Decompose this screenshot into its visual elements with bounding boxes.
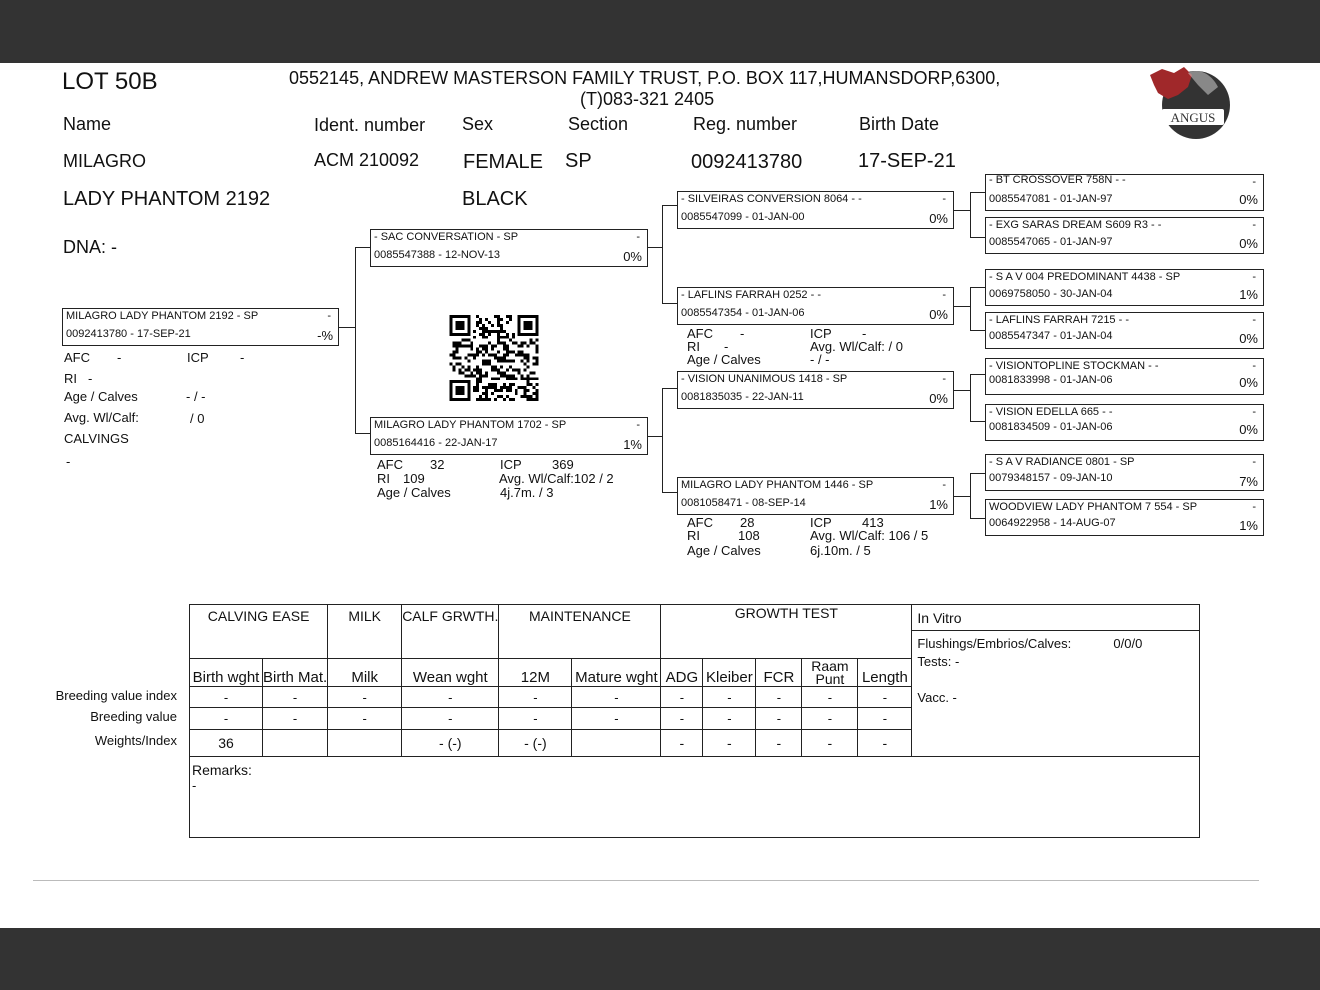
table-cell: - <box>499 687 572 708</box>
grandparent-box: MILAGRO LADY PHANTOM 1446 - SP - 0081058471 - 08-SEP-14 1% <box>677 477 954 515</box>
angus-logo <box>1148 65 1232 139</box>
animal-color: BLACK <box>462 188 528 210</box>
qr-code <box>449 315 539 406</box>
great-grandparent-box: - LAFLINS FARRAH 7215 - - - 0085547347 - 01-JAN-04 0% <box>985 312 1264 349</box>
table-cell: - <box>661 687 703 708</box>
great-grandparent-box: - EXG SARAS DREAM S609 R3 - - - 0085547065 - 01-JAN-97 0% <box>985 217 1264 254</box>
column-header: Raam Punt <box>802 659 858 687</box>
animal-sex: FEMALE <box>463 151 544 173</box>
table-cell <box>572 730 661 757</box>
column-header: Birth Mat. <box>263 659 328 687</box>
table-cell: - <box>263 708 328 730</box>
logo-text: ANGUS <box>1170 110 1216 125</box>
tests: Tests: - <box>917 654 960 669</box>
grandparent-box: - SILVEIRAS CONVERSION 8064 - - - 0085547099 - 01-JAN-00 0% <box>677 191 954 229</box>
remarks-text: - <box>192 778 197 793</box>
breeding-values-table <box>189 604 1200 838</box>
flush-label: Flushings/Embrios/Calves: <box>917 636 1072 651</box>
table-cell: 36 <box>190 730 263 757</box>
animal-birth: 17-SEP-21 <box>858 150 956 172</box>
dam-box: MILAGRO LADY PHANTOM 1702 - SP - 0085164416 - 22-JAN-17 1% <box>370 417 648 455</box>
column-header: ADG <box>661 659 703 687</box>
great-grandparent-box: - S A V 004 PREDOMINANT 4438 - SP - 0069758050 - 30-JAN-04 1% <box>985 269 1264 306</box>
vaccination: Vacc. - <box>917 690 957 705</box>
subject-reg: 0092413780 - 17-SEP-21 <box>66 328 191 340</box>
sire-box: - SAC CONVERSATION - SP - 0085547388 - 12-NOV-13 0% <box>370 229 648 267</box>
table-cell: - <box>499 708 572 730</box>
table-cell: - <box>661 730 703 757</box>
subject-stats: AFC - ICP - RI - Age / Calves - / - Avg. Wl/Calf: / 0 CALVINGS - <box>64 350 245 469</box>
remarks-label: Remarks: <box>192 762 252 778</box>
table-cell: - <box>802 708 858 730</box>
label-birth: Birth Date <box>859 114 940 134</box>
label-sex: Sex <box>462 114 494 134</box>
column-header: Milk <box>328 659 402 687</box>
table-cell: - <box>703 687 756 708</box>
column-header: Birth wght <box>190 659 263 687</box>
table-cell: - <box>756 730 802 757</box>
dna: DNA: - <box>63 237 117 257</box>
animal-section: SP <box>565 150 592 172</box>
subject-box <box>62 308 339 346</box>
table-cell: - <box>402 708 499 730</box>
row-label-weights: Weights/Index <box>94 733 177 748</box>
subject-dash: - <box>327 310 331 322</box>
subject-pct: -% <box>317 328 333 343</box>
column-header: Mature wght <box>572 659 661 687</box>
group-milk: MILK <box>328 605 402 659</box>
grandparent-box: - LAFLINS FARRAH 0252 - - - 0085547354 - 01-JAN-06 0% <box>677 287 954 325</box>
table-cell <box>328 730 402 757</box>
table-cell: - <box>661 708 703 730</box>
flush-value: 0/0/0 <box>1113 636 1143 651</box>
table-cell: - (-) <box>402 730 499 757</box>
column-header: Length <box>858 659 912 687</box>
column-header: Kleiber <box>703 659 756 687</box>
group-maintenance: MAINTENANCE <box>499 605 661 659</box>
table-cell: - <box>328 687 402 708</box>
invitro-title: In Vitro <box>912 605 1199 631</box>
great-grandparent-box: - BT CROSSOVER 758N - - - 0085547081 - 01-JAN-97 0% <box>985 174 1264 211</box>
label-ident: Ident. number <box>314 115 426 135</box>
table-cell: - <box>756 687 802 708</box>
label-reg: Reg. number <box>693 114 798 134</box>
table-cell: - <box>190 708 263 730</box>
row-label-bvi: Breeding value index <box>55 688 177 703</box>
table-cell: - <box>703 730 756 757</box>
top-bar <box>0 0 1320 63</box>
table-cell <box>263 730 328 757</box>
table-cell: - <box>858 687 912 708</box>
great-grandparent-box: - VISIONTOPLINE STOCKMAN - - - 0081833998 - 01-JAN-06 0% <box>985 358 1264 395</box>
great-grandparent-box: - S A V RADIANCE 0801 - SP - 0079348157 - 09-JAN-10 7% <box>985 454 1264 491</box>
group-calving-ease: CALVING EASE <box>190 605 328 659</box>
table-cell: - (-) <box>499 730 572 757</box>
table-cell: - <box>328 708 402 730</box>
column-header: Wean wght <box>402 659 499 687</box>
table-cell: - <box>756 708 802 730</box>
sire-name: - SAC CONVERSATION - SP <box>374 231 519 243</box>
table-cell: - <box>572 687 661 708</box>
table-cell: - <box>402 687 499 708</box>
column-header: 12M <box>499 659 572 687</box>
label-name: Name <box>63 114 112 134</box>
table-cell: - <box>802 730 858 757</box>
grandparent-stats: AFC 28 ICP 413 RI 108 Avg. Wl/Calf: 106 / 5 Age / Calves 6j.10m. / 5 <box>687 515 929 558</box>
dam-stats: AFC 32 ICP 369 RI 109 Avg. Wl/Calf:102 / 2 Age / Calves 4j.7m. / 3 <box>377 457 614 500</box>
dam-pct: 1% <box>623 437 642 452</box>
table-cell: - <box>190 687 263 708</box>
row-label-bv: Breeding value <box>90 709 177 724</box>
table-cell: - <box>858 708 912 730</box>
animal-name-2: LADY PHANTOM 2192 <box>63 188 271 210</box>
group-calf-growth: CALF GRWTH. <box>402 605 499 659</box>
grandparent-stats: AFC - ICP - RI - Avg. Wl/Calf: / 0 Age / Calves - / - <box>687 326 903 367</box>
owner-line: 0552145, ANDREW MASTERSON FAMILY TRUST, P.O. BOX 117,HUMANSDORP,6300, <box>289 68 1001 88</box>
remarks-cell <box>190 757 1200 838</box>
owner-phone: (T)083-321 2405 <box>580 89 715 109</box>
table-cell: - <box>858 730 912 757</box>
footer-divider <box>33 880 1259 881</box>
table-cell: - <box>802 687 858 708</box>
animal-name-1: MILAGRO <box>63 151 147 171</box>
invitro-panel <box>912 605 1200 757</box>
bottom-bar <box>0 928 1320 990</box>
sire-pct: 0% <box>623 249 642 264</box>
column-header: FCR <box>756 659 802 687</box>
dam-name: MILAGRO LADY PHANTOM 1702 - SP <box>374 419 567 431</box>
label-section: Section <box>568 114 629 134</box>
grandparent-box: - VISION UNANIMOUS 1418 - SP - 0081835035 - 22-JAN-11 0% <box>677 371 954 409</box>
great-grandparent-box: - VISION EDELLA 665 - - - 0081834509 - 01-JAN-06 0% <box>985 404 1264 441</box>
table-cell: - <box>572 708 661 730</box>
table-cell: - <box>703 708 756 730</box>
animal-reg: 0092413780 <box>691 151 803 173</box>
table-cell: - <box>263 687 328 708</box>
subject-name: MILAGRO LADY PHANTOM 2192 - SP <box>66 310 259 322</box>
group-growth-test: GROWTH TEST <box>661 605 912 659</box>
great-grandparent-box: WOODVIEW LADY PHANTOM 7 554 - SP - 0064922958 - 14-AUG-07 1% <box>985 499 1264 536</box>
lot-number: LOT 50B <box>62 68 158 95</box>
sire-reg: 0085547388 - 12-NOV-13 <box>374 249 500 261</box>
dam-reg: 0085164416 - 22-JAN-17 <box>374 437 498 449</box>
animal-ident: ACM 210092 <box>314 150 420 170</box>
